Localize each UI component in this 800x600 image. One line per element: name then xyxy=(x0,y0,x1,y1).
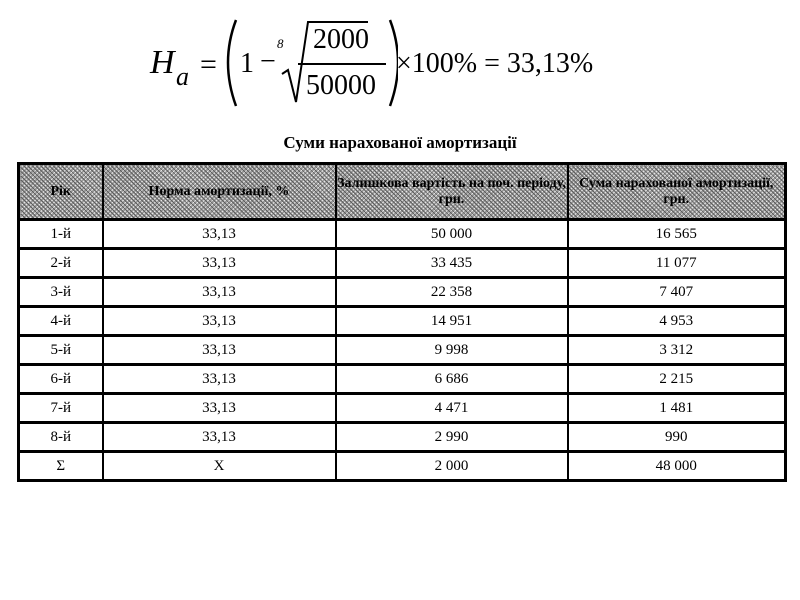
cell-residual: 2 990 xyxy=(336,423,568,452)
table-row xyxy=(19,336,786,365)
table-row xyxy=(19,220,786,249)
cell-total-label: Σ xyxy=(19,452,103,481)
cell-rate: 33,13 xyxy=(103,220,336,249)
header-rate: Норма амортизації, % xyxy=(103,164,336,220)
cell-rate: 33,13 xyxy=(103,365,336,394)
cell-amount: 2 215 xyxy=(568,365,786,394)
formula-minus: − xyxy=(260,46,276,77)
table-row xyxy=(19,365,786,394)
cell-rate: 33,13 xyxy=(103,394,336,423)
cell-amount: 990 xyxy=(568,423,786,452)
cell-year: 2-й xyxy=(19,249,103,278)
table-caption: Суми нарахованої амортизації xyxy=(283,133,517,152)
table-row xyxy=(19,249,786,278)
cell-amount: 11 077 xyxy=(568,249,786,278)
formula-numerator: 2000 xyxy=(313,24,369,55)
cell-amount: 3 312 xyxy=(568,336,786,365)
formula-symbol: H xyxy=(150,44,175,81)
cell-rate: 33,13 xyxy=(103,249,336,278)
cell-total-rate: Х xyxy=(103,452,336,481)
cell-amount: 7 407 xyxy=(568,278,786,307)
cell-total-amount: 48 000 xyxy=(568,452,786,481)
cell-year: 3-й xyxy=(19,278,103,307)
cell-rate: 33,13 xyxy=(103,336,336,365)
formula-subscript: a xyxy=(176,62,189,91)
header-residual-value: Залишкова вартість на поч. періоду, грн. xyxy=(336,164,568,220)
formula-root-index: 8 xyxy=(277,36,284,51)
formula-denominator: 50000 xyxy=(306,70,376,101)
table-row xyxy=(19,423,786,452)
cell-amount: 16 565 xyxy=(568,220,786,249)
cell-residual: 9 998 xyxy=(336,336,568,365)
cell-residual: 22 358 xyxy=(336,278,568,307)
header-depreciation-amount: Сума нарахованої амортизації, грн. xyxy=(568,164,786,220)
cell-residual: 6 686 xyxy=(336,365,568,394)
cell-amount: 1 481 xyxy=(568,394,786,423)
formula-result: ×100% = 33,13% xyxy=(396,48,594,79)
cell-rate: 33,13 xyxy=(103,423,336,452)
cell-rate: 33,13 xyxy=(103,278,336,307)
cell-total-residual: 2 000 xyxy=(336,452,568,481)
cell-year: 7-й xyxy=(19,394,103,423)
cell-year: 8-й xyxy=(19,423,103,452)
table-row xyxy=(19,278,786,307)
cell-year: 6-й xyxy=(19,365,103,394)
cell-residual: 50 000 xyxy=(336,220,568,249)
formula-equals: = xyxy=(200,48,217,81)
depreciation-table xyxy=(17,162,787,482)
cell-residual: 14 951 xyxy=(336,307,568,336)
depreciation-rate-formula xyxy=(150,10,620,110)
formula-one: 1 xyxy=(240,48,254,79)
cell-residual: 33 435 xyxy=(336,249,568,278)
cell-amount: 4 953 xyxy=(568,307,786,336)
table-total-row xyxy=(19,452,786,481)
table-row xyxy=(19,394,786,423)
cell-rate: 33,13 xyxy=(103,307,336,336)
table-row xyxy=(19,307,786,336)
table-header-row xyxy=(19,164,786,220)
cell-year: 5-й xyxy=(19,336,103,365)
cell-year: 1-й xyxy=(19,220,103,249)
cell-residual: 4 471 xyxy=(336,394,568,423)
header-year: Рік xyxy=(19,164,103,220)
cell-year: 4-й xyxy=(19,307,103,336)
